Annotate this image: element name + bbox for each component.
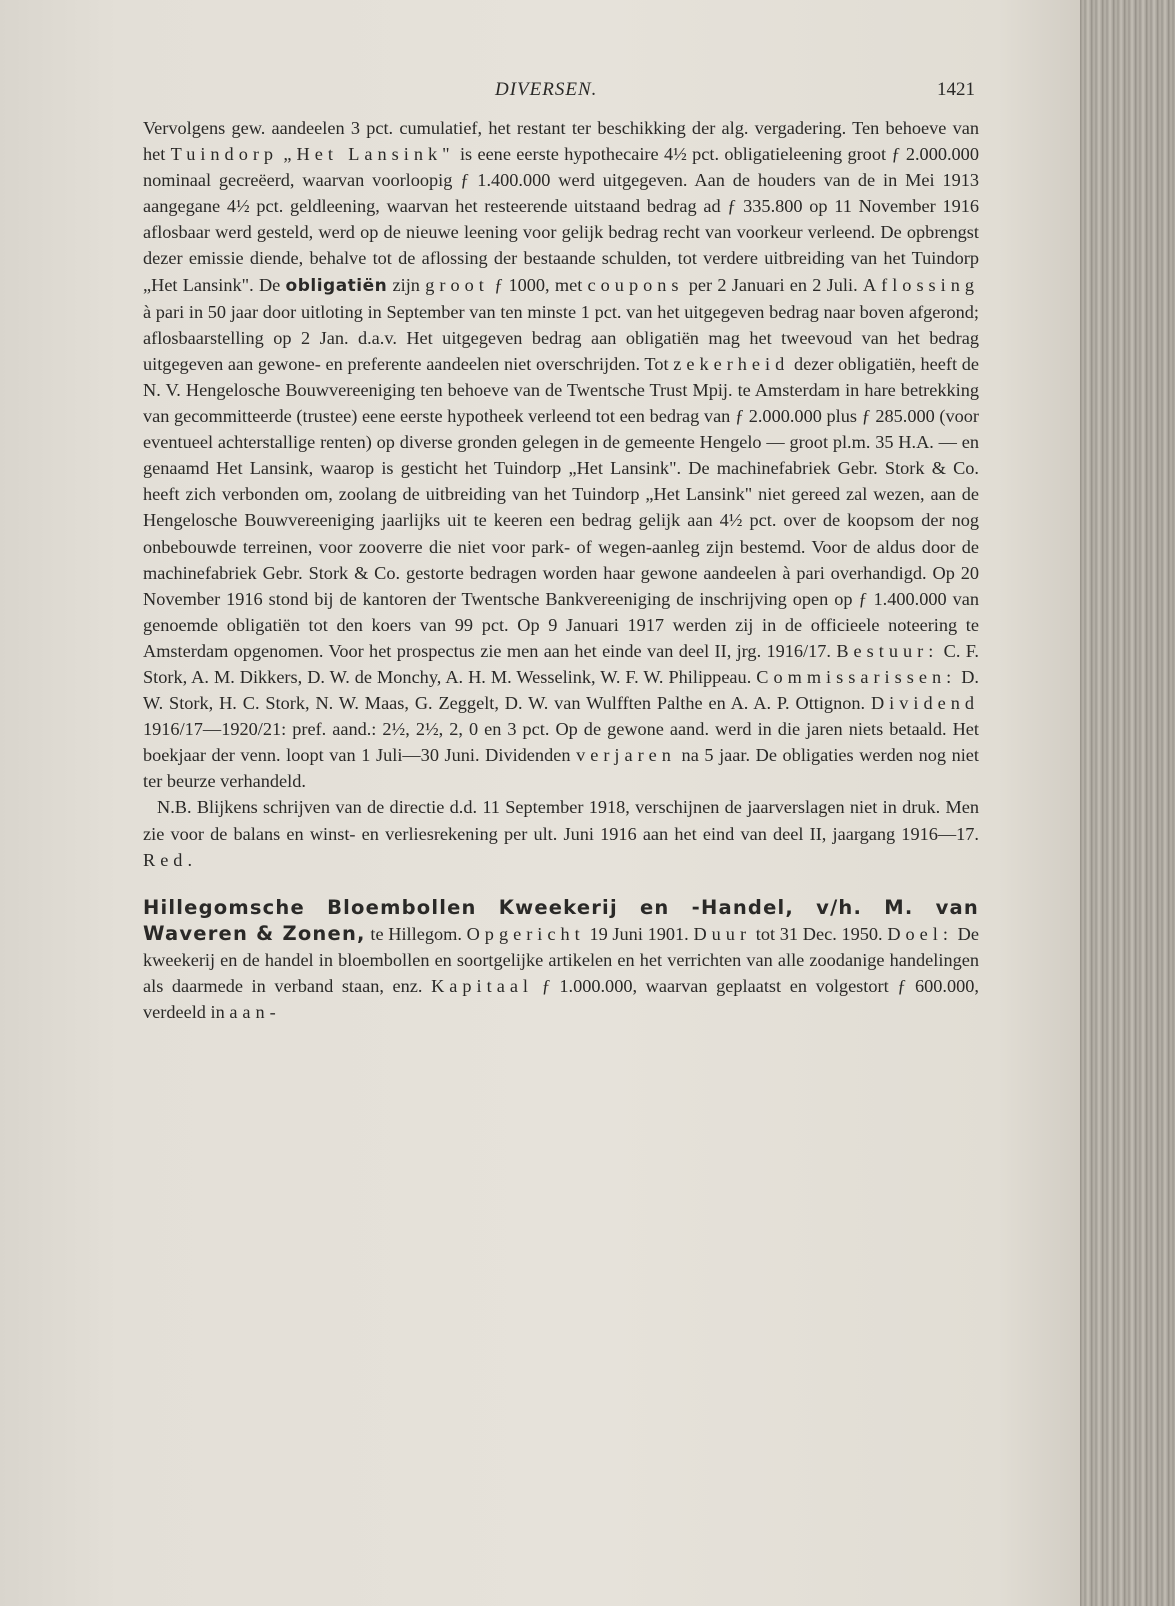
spaced-term: coupons: [587, 274, 684, 295]
spaced-term: Dividend: [870, 693, 979, 714]
text-run: De kweekerij en de handel in bloembollen en soortgelijke artikelen en het verrichten van alle zoodanige handelingen als daarmede in verband staan, enz.: [143, 923, 979, 996]
spaced-term: Kapitaal: [431, 976, 534, 996]
editor-mark: Red.: [143, 849, 198, 870]
company-entry: [143, 895, 979, 1025]
spaced-term: Duur: [693, 923, 752, 944]
page-header: [143, 75, 983, 115]
running-title: DIVERSEN.: [495, 79, 598, 100]
text-run: à pari in 50 jaar door uitloting in September van ten minste 1 pct. van het uitgegeven bedrag naar boven afgerond; aflosbaarstelling op 2 Jan. d.a.v. Het uitgegeven bedrag aan obligatiën mag het tweevoud van het bedrag uitgegeven aan gewone- en preferente aandeelen niet overschrijden. Tot: [143, 301, 979, 374]
bold-term: obligatiën: [285, 275, 388, 296]
spaced-term: „Het Lansink": [283, 144, 455, 165]
spaced-term: Commissarissen:: [756, 666, 957, 687]
note-paragraph: [143, 794, 979, 872]
spaced-term: zekerheid: [673, 353, 790, 374]
spaced-term: Opgericht: [466, 923, 585, 944]
text-run: ƒ 1000, met: [494, 274, 583, 295]
text-run: is eene eerste hypothecaire 4½ pct. obligatieleening groot ƒ 2.000.000 nominaal gecreëerd, waarvan voorloopig ƒ 1.400.000 werd uitgegeven. Aan de houders van de in Mei 1913 aangegane 4½ pct. geldleening, waarvan het resteerende uitstaand bedrag ad ƒ 335.800 op 11 November 1916 aflosbaar werd gesteld, werd op de nieuwe leening voor gelijk bedrag recht van voorkeur verleend. De opbrengst dezer emissie diende, behalve tot de aflossing der bestaande schulden, tot verdere uitbreiding van het Tuindorp „Het Lansink". De: [143, 144, 979, 295]
text-run: Vervolgens gew. aandeelen 3 pct. cumulatief, het restant ter beschikking der alg. vergadering. Ten behoeve van het: [143, 118, 979, 165]
spaced-term: aan-: [229, 1002, 281, 1023]
text-column: [143, 75, 983, 1025]
page-edge-stack: [1080, 0, 1175, 1606]
text-run: te Hillegom.: [370, 923, 462, 944]
spaced-term: Bestuur:: [836, 640, 939, 661]
text-run: D. W. Stork, H. C. Stork, N. W. Maas, G. Zeggelt, D. W. van Wulfften Palthe en A. A. P. Ottignon.: [143, 666, 979, 714]
spaced-term: Doel:: [887, 923, 953, 944]
text-run: 1916/17—1920/21: pref. aand.: 2½, 2½, 2, 0 en 3 pct. Op de gewone aand. werd in die jaren niets betaald. Het boekjaar der venn. loopt van 1 Juli—30 Juni. Dividenden: [143, 719, 979, 766]
text-run: na 5 jaar. De obligaties werden nog niet ter beurze verhandeld.: [143, 745, 979, 792]
text-run: ƒ 1.000.000, waarvan geplaatst en volgestort ƒ 600.000, verdeeld in: [143, 976, 979, 1023]
company-heading: Hillegomsche Bloembollen Kweekerij en -Handel, v/h. M. van Waveren & Zonen,: [143, 895, 979, 945]
main-paragraph: [143, 115, 979, 794]
note-text: N.B. Blijkens schrijven van de directie d.d. 11 September 1918, verschijnen de jaarverslagen niet in druk. Men zie voor de balans en winst- en verliesrekening per ult. Juni 1916 aan het eind van deel II, jaargang 1916—17.: [143, 797, 979, 844]
text-run: zijn: [392, 274, 420, 295]
text-run: dezer obligatiën, heeft de N. V. Hengelosche Bouwvereeniging ten behoeve van de Twentsche Trust Mpij. te Amsterdam in hare betrekking van gecommitteerde (trustee) eene eerste hypotheek verleend tot een bedrag van ƒ 2.000.000 plus ƒ 285.000 (voor eventueel achterstallige renten) op diverse gronden gelegen in de gemeente Hengelo — groot pl.m. 35 H.A. — en genaamd Het Lansink, waarop is gesticht het Tuindorp „Het Lansink". De machinefabriek Gebr. Stork & Co. heeft zich verbonden om, zoolang de uitbreiding van het Tuindorp „Het Lansink" niet gereed zal wezen, aan de Hengelosche Bouwvereeniging jaarlijks uit te keeren een bedrag gelijk aan 4½ pct. over de koopsom der nog onbebouwde terreinen, voor zooverre die niet voor park- of wegen-aanleg zijn bestemd. Voor de aldus door de machinefabriek Gebr. Stork & Co. gestorte bedragen worden haar gewone aandeelen à pari overhandigd. Op 20 November 1916 stond bij de kantoren der Twentsche Bankvereeniging de inschrijving open op ƒ 1.400.000 van genoemde obligatiën tot den koers van 99 pct. Op 9 Januari 1917 werden zij in de officieele noteering te Amsterdam opgenomen. Voor het prospectus zie men aan het einde van deel II, jrg. 1916/17.: [143, 353, 979, 661]
text-run: C. F. Stork, A. M. Dikkers, D. W. de Monchy, A. H. M. Wesselink, W. F. W. Philippeau.: [143, 640, 979, 687]
page-number: 1421: [937, 79, 975, 100]
spaced-term: Aflossing: [862, 274, 980, 295]
text-run: per 2 Januari en 2 Juli.: [688, 274, 858, 295]
text-run: 19 Juni 1901.: [589, 923, 689, 944]
text-run: tot 31 Dec. 1950.: [755, 923, 883, 944]
spaced-term: verjaren: [576, 745, 676, 766]
section-gap: [143, 873, 983, 895]
spaced-term: Tuindorp: [170, 144, 279, 165]
spaced-term: groot: [425, 274, 489, 295]
